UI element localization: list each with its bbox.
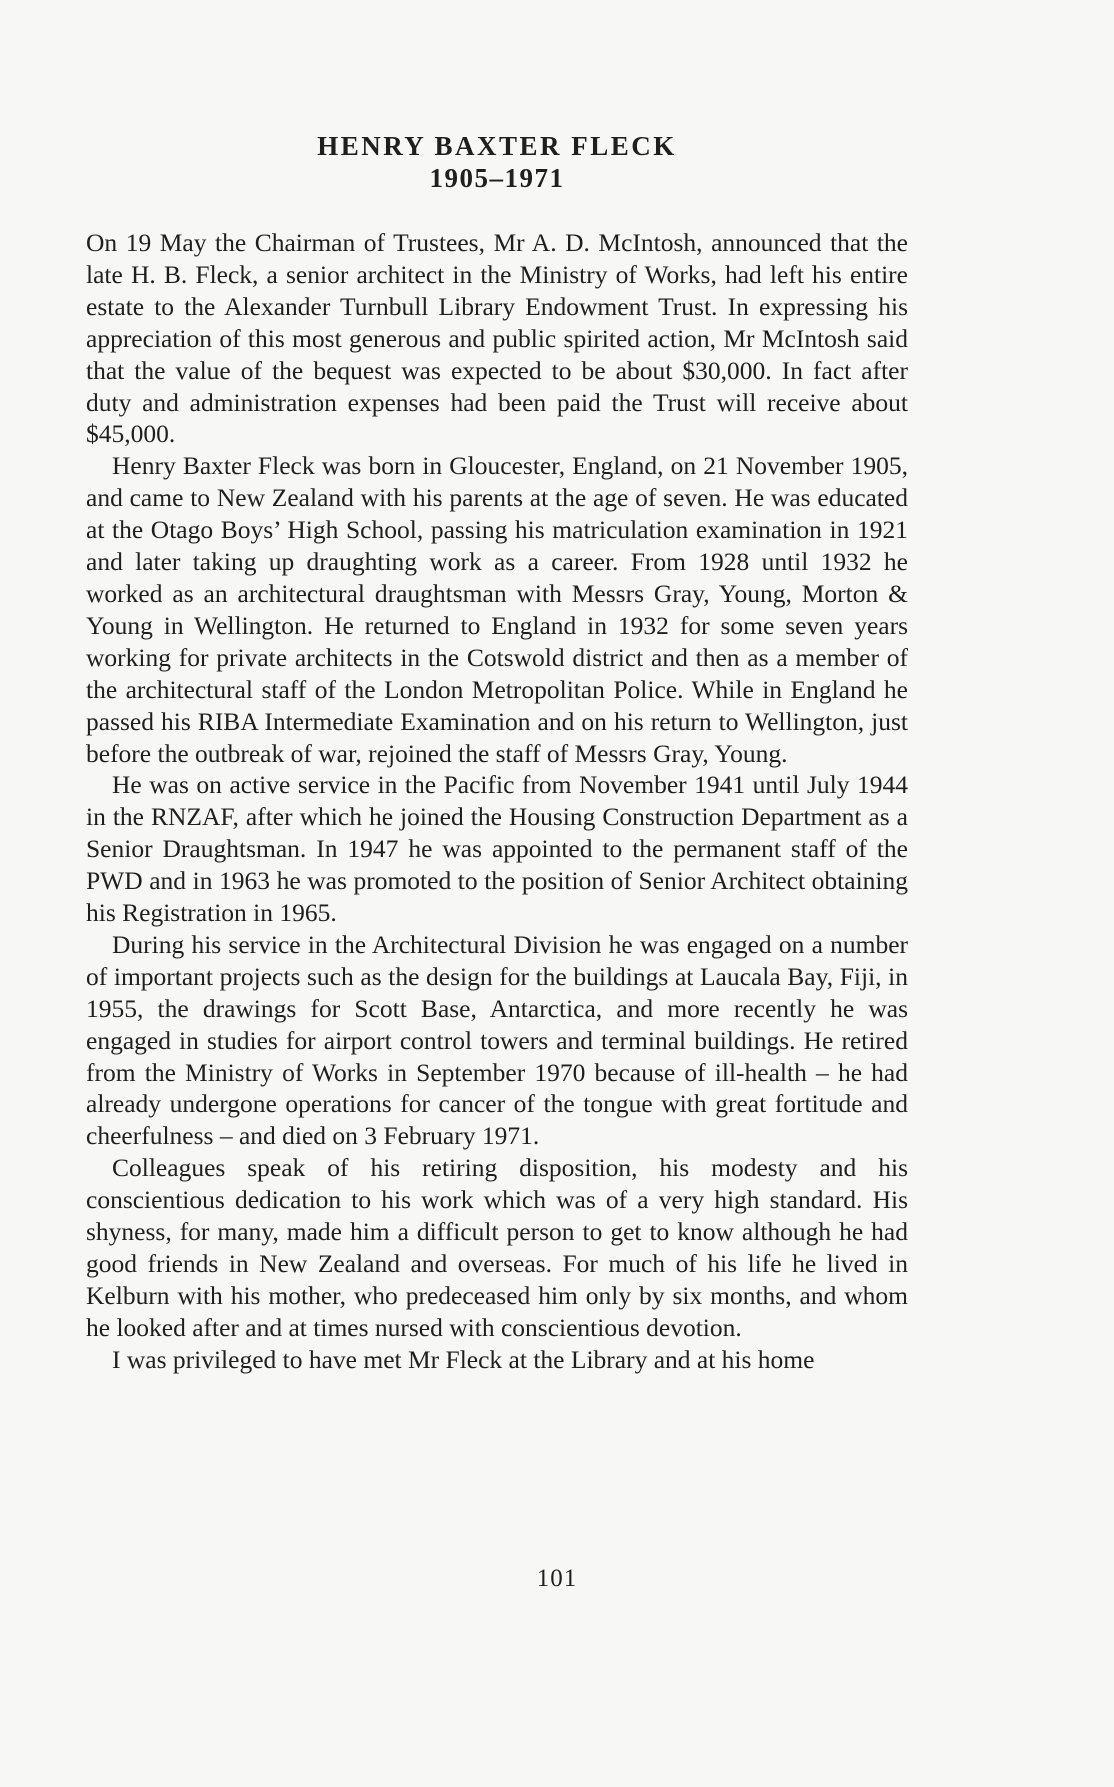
page-number: 101: [536, 1565, 578, 1592]
article-heading: [86, 130, 908, 194]
paragraph-character: Colleagues speak of his retiring disposition, his modesty and his conscientious dedication to his work which was of a very high standard. His shyness, for many, made him a difficult person to get to know although he had good friends in New Zealand and overseas. For much of his life he lived in Kelburn with his mother, who predeceased him only by six months, and whom he looked after and at times nursed with conscientious devotion.: [86, 1153, 908, 1342]
paragraph-bequest-announcement: On 19 May the Chairman of Trustees, Mr A. D. McIntosh, announced that the late H. B. Fleck, a senior architect in the Ministry of Works, had left his entire estate to the Alexander Turnbull Library Endowment Trust. In expressing his appreciation of this most generous and public spirited action, Mr McIntosh said that the value of the bequest was expected to be about $30,000. In fact after duty and administration expenses had been paid the Trust will receive about $45,000.: [86, 228, 908, 449]
paragraph-personal-recollection: I was privileged to have met Mr Fleck at the Library and at his home: [112, 1344, 815, 1374]
paragraph-war-service: He was on active service in the Pacific from November 1941 until July 1944 in the RNZAF, after which he joined the Housing Construction Department as a Senior Draughtsman. In 1947 he was appointed to the permanent staff of the PWD and in 1963 he was promoted to the position of Senior Architect obtaining his Registration in 1965.: [86, 770, 908, 928]
paragraph-architectural-division: During his service in the Architectural Division he was engaged on a number of important projects such as the design for the buildings at Laucala Bay, Fiji, in 1955, the drawings for Scott Base, Antarctica, and more recently he was engaged in studies for airport control towers and terminal buildings. He retired from the Ministry of Works in September 1970 because of ill-health – he had already undergone operations for cancer of the tongue with great fortitude and cheerfulness – and died on 3 February 1971.: [86, 929, 908, 1151]
article-title: HENRY BAXTER FLECK: [317, 131, 677, 161]
paragraph-early-life: Henry Baxter Fleck was born in Gloucester, England, on 21 November 1905, and came to New Zealand with his parents at the age of seven. He was educated at the Otago Boys’ High School, passing his matriculation examination in 1921 and later taking up draughting work as a career. From 1928 until 1932 he worked as an architectural draughtsman with Messrs Gray, Young, Morton & Young in Wellington. He returned to England in 1932 for some seven years working for private architects in the Cotswold district and then as a member of the architectural staff of the London Metropolitan Police. While in England he passed his RIBA Intermediate Examination and on his return to Wellington, just before the outbreak of war, rejoined the staff of Messrs Gray, Young.: [86, 451, 908, 768]
article-years: 1905–1971: [429, 163, 565, 193]
page-content: [86, 130, 908, 1376]
article-body: [86, 227, 908, 1376]
